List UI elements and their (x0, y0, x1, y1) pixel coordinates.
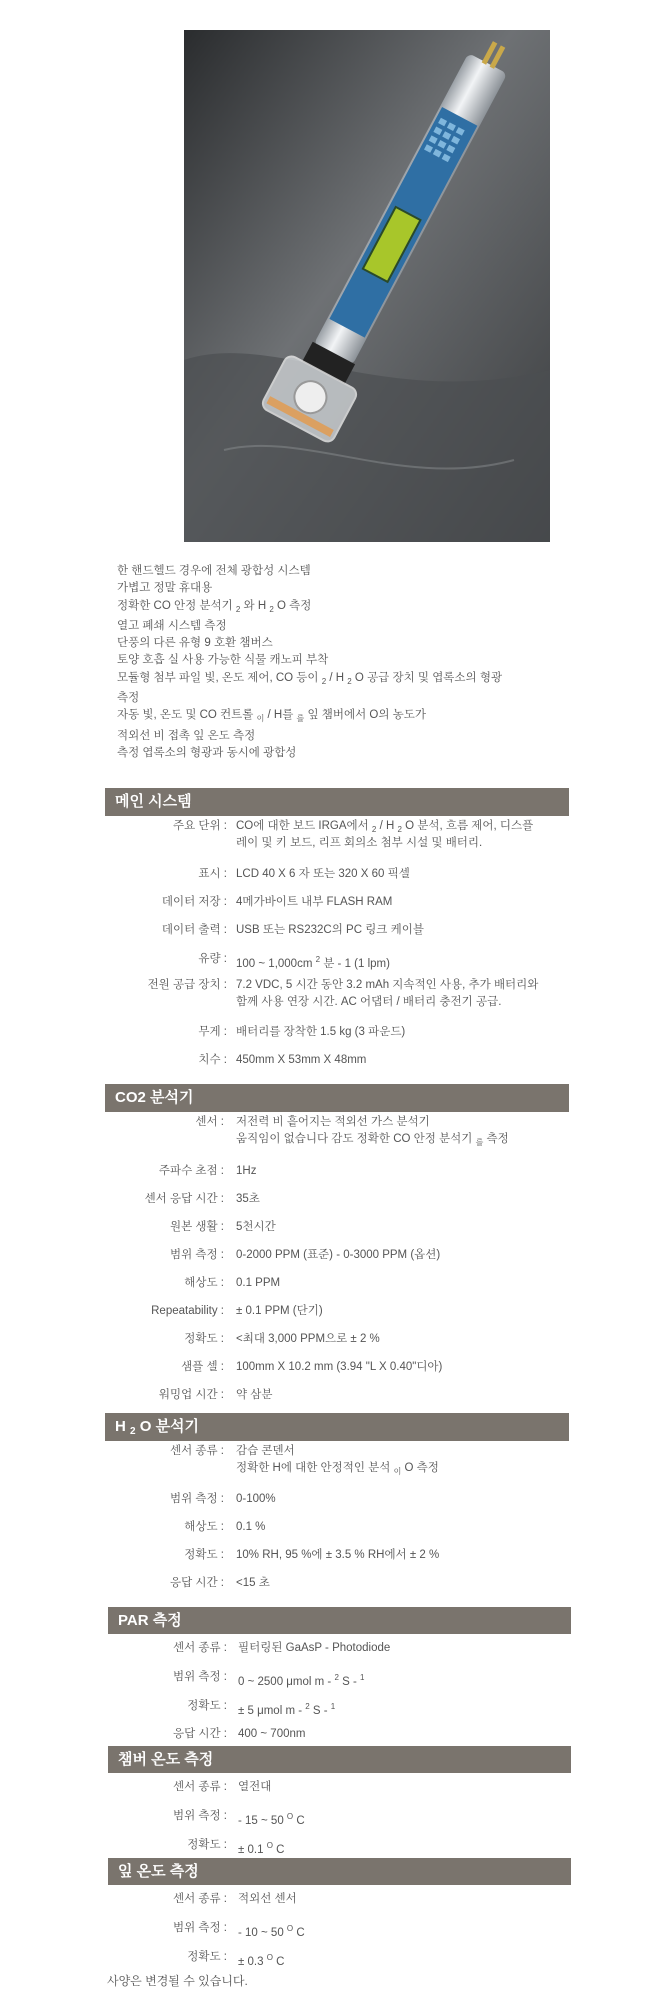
spec-value: 0 ~ 2500 μmol m - $^2$ S - $^1$ (238, 1673, 365, 1688)
spec-value: CO에 대한 보드 IRGA에서 $_2$ / H $_2$ O 분석, 흐름 제어, 디스플 (236, 820, 534, 834)
spec-label: 센서 종류 : (172, 1781, 227, 1793)
feature-item: 가볍고 정말 휴대용 (117, 582, 213, 595)
feature-item: 자동 빛, 온도 및 CO 컨트롤 $_이$ / H를 $_를$ 잎 챔버에서 O의 농도가 (117, 709, 426, 724)
section-header-main-system: 메인 시스템 (105, 788, 569, 816)
photosynthesis-analyzer-image (184, 30, 550, 542)
spec-label: 범위 측정 : (169, 1249, 224, 1261)
feature-item: 토양 호흡 실 사용 가능한 식물 캐노피 부착 (117, 654, 329, 667)
spec-label: 해상도 : (184, 1521, 224, 1533)
spec-value: 저전력 비 흩어지는 적외선 가스 분석기 (236, 1116, 430, 1128)
spec-label: 데이터 저장 : (161, 896, 227, 908)
spec-label: 표시 : (198, 868, 227, 880)
spec-label: 치수 : (198, 1054, 227, 1066)
spec-value: 적외선 센서 (238, 1893, 297, 1905)
spec-label: 센서 종류 : (172, 1893, 227, 1905)
spec-value: 0.1 PPM (236, 1277, 281, 1289)
spec-label: 범위 측정 : (169, 1493, 224, 1505)
product-photo (184, 30, 550, 542)
spec-label: 데이터 출력 : (161, 924, 227, 936)
spec-label: 워밍업 시간 : (158, 1389, 224, 1401)
section-header-h2o: H $_2$ O 분석기 (105, 1413, 569, 1441)
section-header-par: PAR 측정 (108, 1607, 571, 1634)
spec-label: 정확도 : (187, 1839, 227, 1851)
spec-value: 약 삼분 (236, 1389, 273, 1401)
spec-label: 센서 종류 : (172, 1642, 227, 1654)
spec-value: - 10 ~ 50 $^O$ C (238, 1924, 305, 1939)
spec-value: LCD 40 X 6 자 또는 320 X 60 픽셀 (236, 868, 410, 880)
spec-value: 4메가바이트 내부 FLASH RAM (236, 896, 393, 908)
spec-value: 배터리를 장착한 1.5 kg (3 파운드) (236, 1026, 406, 1038)
spec-value: USB 또는 RS232C의 PC 링크 케이블 (236, 924, 424, 936)
spec-value: 7.2 VDC, 5 시간 동안 3.2 mAh 지속적인 사용, 추가 배터리와 (236, 979, 539, 991)
feature-item: 정확한 CO 안정 분석기 $_2$ 와 H $_2$ O 측정 (117, 599, 312, 614)
spec-label: 범위 측정 : (172, 1671, 227, 1683)
spec-value: 5천시간 (236, 1221, 276, 1233)
spec-value-line2: 함께 사용 연장 시간. AC 어댑터 / 배터리 충전기 공급. (236, 996, 502, 1008)
feature-item: 모듈형 첨부 파일 빛, 온도 제어, CO 등이 $_2$ / H $_2$ O 공급 장치 및 엽록소의 형광 (117, 671, 503, 686)
spec-label: 센서 종류 : (169, 1445, 224, 1457)
spec-value: 35초 (236, 1193, 260, 1205)
spec-value: 100mm X 10.2 mm (3.94 "L X 0.40"디아) (236, 1361, 443, 1373)
spec-value: ± 5 μmol m - $^2$ S - $^1$ (238, 1702, 336, 1717)
feature-item: 측정 (117, 692, 140, 705)
spec-value-line2: 레이 및 키 보드, 리프 회의소 첨부 시설 및 배터리. (236, 837, 483, 849)
spec-label: 전원 공급 장치 : (147, 979, 227, 991)
spec-value: 0-2000 PPM (표준) - 0-3000 PPM (옵션) (236, 1249, 441, 1261)
spec-label: 해상도 : (184, 1277, 224, 1289)
spec-label: 범위 측정 : (172, 1810, 227, 1822)
spec-value: <최대 3,000 PPM으로 ± 2 % (236, 1333, 380, 1345)
spec-label: 센서 응답 시간 : (144, 1193, 224, 1205)
section-header-co2: CO2 분석기 (105, 1084, 569, 1112)
spec-label: 원본 생활 : (169, 1221, 224, 1233)
feature-item: 측정 엽록소의 형광과 동시에 광합성 (117, 746, 297, 759)
spec-label: 센서 : (195, 1116, 224, 1128)
spec-value: - 15 ~ 50 $^O$ C (238, 1812, 305, 1827)
spec-label: 주파수 초점 : (158, 1165, 224, 1177)
spec-label: 응답 시간 : (172, 1728, 227, 1740)
feature-item: 단풍의 다른 유형 9 호환 챔버스 (117, 637, 273, 650)
spec-label: 샘플 셀 : (181, 1361, 224, 1373)
spec-value: ± 0.1 PPM (단기) (236, 1305, 323, 1317)
spec-value: 1Hz (236, 1165, 257, 1177)
spec-value: 0-100% (236, 1493, 276, 1505)
spec-value: 10% RH, 95 %에 ± 3.5 % RH에서 ± 2 % (236, 1549, 440, 1561)
spec-label: Repeatability : (151, 1305, 224, 1317)
spec-value: ± 0.1 $^O$ C (238, 1841, 285, 1856)
feature-list (117, 563, 557, 762)
spec-value-line2: 정확한 H에 대한 안정적인 분석 $_이$ O 측정 (236, 1462, 439, 1476)
spec-value: 필터링된 GaAsP - Photodiode (238, 1642, 391, 1654)
spec-value-line2: 움직임이 없습니다 감도 정확한 CO 안정 분석기 $_를$ 측정 (236, 1133, 509, 1147)
spec-value: 100 ~ 1,000cm $^2$ 분 - 1 (1 lpm) (236, 955, 390, 970)
spec-value: <15 초 (236, 1577, 270, 1589)
spec-label: 정확도 : (184, 1549, 224, 1561)
spec-label: 정확도 : (184, 1333, 224, 1345)
spec-label: 유량 : (198, 953, 227, 965)
feature-item: 적외선 비 접촉 잎 온도 측정 (117, 729, 256, 742)
feature-item: 한 핸드헬드 경우에 전체 광합성 시스템 (117, 565, 311, 577)
spec-label: 무게 : (198, 1026, 227, 1038)
section-header-leaf-temp: 잎 온도 측정 (108, 1858, 571, 1885)
spec-label: 응답 시간 : (169, 1577, 224, 1589)
footer-note: 사양은 변경될 수 있습니다. (107, 1974, 248, 1988)
spec-value: ± 0.3 $^O$ C (238, 1953, 285, 1968)
spec-value: 450mm X 53mm X 48mm (236, 1054, 367, 1066)
spec-value: 0.1 % (236, 1521, 266, 1533)
section-header-chamber-temp: 챔버 온도 측정 (108, 1746, 571, 1773)
spec-label: 주요 단위 : (172, 820, 227, 832)
spec-value: 감습 콘덴서 (236, 1445, 295, 1457)
spec-value: 400 ~ 700nm (238, 1728, 306, 1740)
spec-label: 정확도 : (187, 1951, 227, 1963)
spec-label: 정확도 : (187, 1700, 227, 1712)
spec-label: 범위 측정 : (172, 1922, 227, 1934)
feature-item: 열고 폐쇄 시스템 측정 (117, 619, 227, 632)
spec-value: 열전대 (238, 1781, 272, 1793)
